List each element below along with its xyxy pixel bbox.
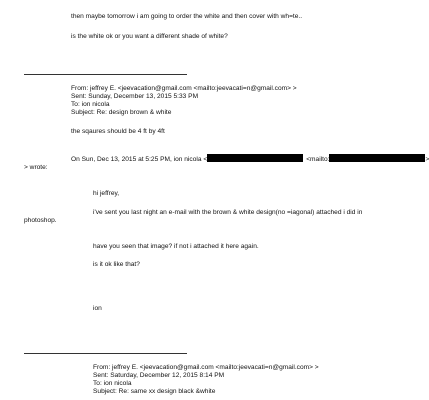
quoted-signature: ion — [93, 305, 102, 312]
quoted-line: have you seen that image? if not i attached it here again. — [93, 243, 259, 250]
quote-header-mailto: <mailto: — [306, 156, 330, 163]
email-from: From: jeffrey E. <jeevacation@gmail.com <mailto:jeevacati=n@gmail.com> > — [71, 85, 297, 92]
email-sent: Sent: Saturday, December 12, 2015 8:14 PM — [93, 372, 225, 379]
email-to: To: ion nicola — [93, 380, 132, 387]
quote-header-wrote: > wrote: — [24, 164, 48, 171]
message-line: is the white ok or you want a different shade of white? — [71, 33, 228, 40]
separator-rule — [24, 74, 187, 75]
email-to: To: ion nicola — [71, 101, 110, 108]
quoted-line: is it ok like that? — [93, 261, 140, 268]
email-subject: Subject: Re: design brown & white — [71, 109, 172, 116]
quote-header-prefix: On Sun, Dec 13, 2015 at 5:25 PM, ion nicola < — [71, 156, 208, 163]
redaction-block — [329, 154, 425, 162]
quoted-greeting: hi jeffrey, — [93, 190, 120, 197]
email-sent: Sent: Sunday, December 13, 2015 5:33 PM — [71, 93, 199, 100]
quoted-line: i've sent you last night an e-mail with the brown & white design(no =iagonal) attached i did in — [93, 209, 363, 216]
email-subject: Subject: Re: same xx design black &white — [93, 388, 216, 395]
quoted-line-wrap: photoshop. — [24, 217, 57, 224]
message-line: then maybe tomorrow i am going to order the white and then cover with wh=te.. — [71, 13, 303, 20]
email-from: From: jeffrey E. <jeevacation@gmail.com <mailto:jeevacati=n@gmail.com> > — [93, 364, 319, 371]
quote-header — [71, 154, 429, 164]
message-line: the sqaures should be 4 ft by 4ft — [71, 128, 165, 135]
separator-rule — [24, 353, 187, 354]
redaction-block — [207, 154, 303, 162]
quote-header-close: > — [425, 156, 429, 163]
